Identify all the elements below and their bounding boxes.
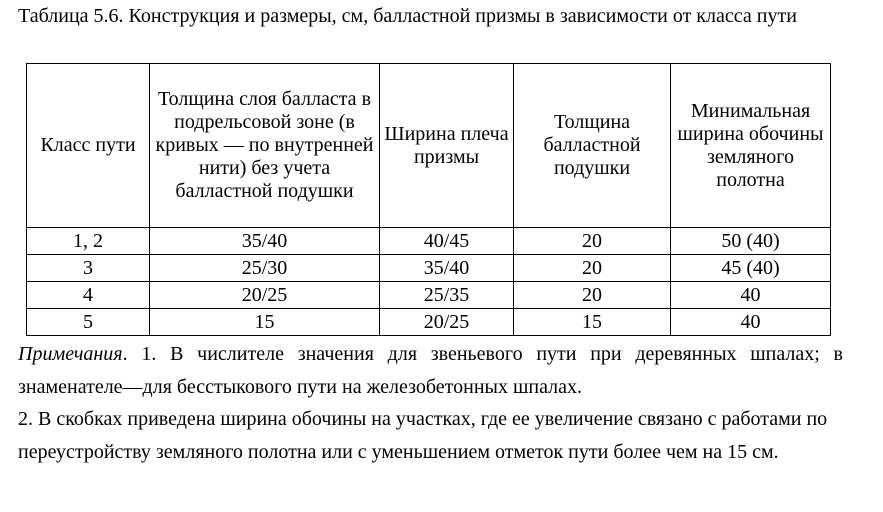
table-cell: 35/40: [380, 255, 514, 282]
header-min-roadbed-shoulder-width: Минимальная ширина обочины земляного полотна: [671, 64, 831, 228]
table-header-row: [27, 64, 831, 228]
table-row: [27, 255, 831, 282]
header-ballast-layer-thickness: Толщина слоя балласта в подрельсовой зоне (в кривых — по внутренней нити) без учета балластной подушки: [150, 64, 380, 228]
table-cell: 20/25: [380, 309, 514, 336]
table-cell: 25/35: [380, 282, 514, 309]
table-row: [27, 282, 831, 309]
table-row: [27, 228, 831, 255]
note-1: [18, 338, 843, 403]
table-notes: [18, 338, 843, 468]
table-cell: 40: [671, 309, 831, 336]
table-cell: 25/30: [150, 255, 380, 282]
table-cell: 1, 2: [27, 228, 150, 255]
table-cell: 20: [514, 255, 671, 282]
table-cell: 20: [514, 282, 671, 309]
notes-prefix: Примечания: [18, 343, 123, 365]
table-row: [27, 309, 831, 336]
ballast-prism-table: [26, 63, 831, 336]
table-cell: 50 (40): [671, 228, 831, 255]
note-1-text: . 1. В числителе значения для звеньевого пути при деревянных шпалах; в знаменателе—для бесстыкового пути на железобетонных шпалах.: [18, 343, 843, 398]
table-cell: 20/25: [150, 282, 380, 309]
table-cell: 40: [671, 282, 831, 309]
header-cushion-thickness: Толщина балластной подушки: [514, 64, 671, 228]
table-caption: Таблица 5.6. Конструкция и размеры, см, балластной призмы в зависимости от класса пути: [18, 5, 797, 27]
table-cell: 4: [27, 282, 150, 309]
table-cell: 15: [150, 309, 380, 336]
header-shoulder-width: Ширина плеча призмы: [380, 64, 514, 228]
table-cell: 5: [27, 309, 150, 336]
table-cell: 45 (40): [671, 255, 831, 282]
table-cell: 15: [514, 309, 671, 336]
table-cell: 40/45: [380, 228, 514, 255]
table-cell: 20: [514, 228, 671, 255]
note-2: 2. В скобках приведена ширина обочины на участках, где ее увеличение связано с работами по переустройству земляного полотна или с уменьшением отметок пути более чем на 15 см.: [18, 408, 828, 463]
header-track-class: Класс пути: [27, 64, 150, 228]
table-cell: 35/40: [150, 228, 380, 255]
table-cell: 3: [27, 255, 150, 282]
